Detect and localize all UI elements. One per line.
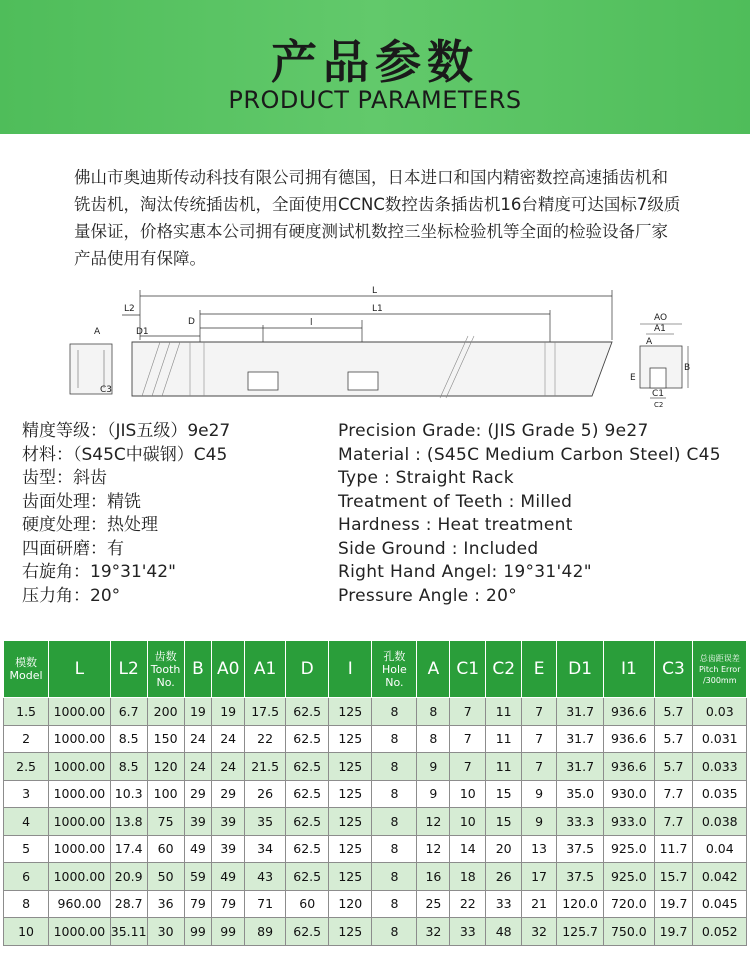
col-hole: 孔数 Hole No. xyxy=(372,641,417,698)
dim-l: l xyxy=(310,318,313,328)
table-cell: 39 xyxy=(184,808,212,836)
table-cell: 8 xyxy=(4,890,49,918)
spec-cn: 材料：（S45C中碳钢）C45 xyxy=(22,444,228,465)
table-cell: 0.038 xyxy=(693,808,747,836)
table-cell: 6 xyxy=(4,863,49,891)
table-cell: 936.6 xyxy=(604,698,654,726)
dim-D1: D1 xyxy=(136,327,149,337)
rack-drawing xyxy=(60,280,700,410)
table-cell: 49 xyxy=(184,835,212,863)
table-cell: 22 xyxy=(245,725,286,753)
table-cell: 24 xyxy=(184,753,212,781)
table-cell: 21 xyxy=(522,890,557,918)
table-cell: 1000.00 xyxy=(49,725,111,753)
table-cell: 19 xyxy=(184,698,212,726)
table-cell: 62.5 xyxy=(286,918,329,946)
table-cell: 26 xyxy=(486,863,522,891)
spec-en: Right Hand Angel: 19°31'42" xyxy=(338,562,592,582)
table-cell: 0.03 xyxy=(693,698,747,726)
table-cell: 37.5 xyxy=(557,835,604,863)
table-cell: 48 xyxy=(486,918,522,946)
table-cell: 34 xyxy=(245,835,286,863)
table-cell: 750.0 xyxy=(604,918,654,946)
col-pitch-error: 总齿距误差 Pitch Error /300mm xyxy=(693,641,747,698)
table-cell: 62.5 xyxy=(286,753,329,781)
table-cell: 720.0 xyxy=(604,890,654,918)
spec-en: Material : (S45C Medium Carbon Steel) C45 xyxy=(338,444,721,465)
table-cell: 125 xyxy=(329,780,372,808)
dim-A-right: A xyxy=(646,337,653,347)
col-D1: D1 xyxy=(557,641,604,698)
table-cell: 24 xyxy=(184,725,212,753)
table-cell: 5 xyxy=(4,835,49,863)
spec-cn: 齿面处理：精铣 xyxy=(22,491,141,512)
table-row xyxy=(4,725,747,753)
col-C2: C2 xyxy=(486,641,522,698)
table-cell: 15.7 xyxy=(654,863,693,891)
table-cell: 20.9 xyxy=(110,863,147,891)
table-cell: 13 xyxy=(522,835,557,863)
table-cell: 62.5 xyxy=(286,698,329,726)
table-row xyxy=(4,835,747,863)
table-row xyxy=(4,863,747,891)
table-cell: 13.8 xyxy=(110,808,147,836)
spec-cn: 硬度处理：热处理 xyxy=(22,515,158,535)
table-cell: 17.5 xyxy=(245,698,286,726)
table-cell: 79 xyxy=(184,890,212,918)
col-C3: C3 xyxy=(654,641,693,698)
table-cell: 25 xyxy=(417,890,450,918)
table-cell: 936.6 xyxy=(604,753,654,781)
table-cell: 5.7 xyxy=(654,698,693,726)
table-cell: 125.7 xyxy=(557,918,604,946)
table-cell: 43 xyxy=(245,863,286,891)
table-cell: 11 xyxy=(486,725,522,753)
table-cell: 120 xyxy=(329,890,372,918)
col-tooth: 齿数 Tooth No. xyxy=(147,641,184,698)
spec-cn: 右旋角：19°31'42" xyxy=(22,562,176,582)
table-cell: 0.052 xyxy=(693,918,747,946)
table-cell: 75 xyxy=(147,808,184,836)
table-cell: 16 xyxy=(417,863,450,891)
table-cell: 2.5 xyxy=(4,753,49,781)
table-cell: 33.3 xyxy=(557,808,604,836)
table-cell: 1000.00 xyxy=(49,780,111,808)
table-cell: 9 xyxy=(417,780,450,808)
table-cell: 9 xyxy=(522,780,557,808)
table-cell: 120.0 xyxy=(557,890,604,918)
table-cell: 125 xyxy=(329,835,372,863)
table-cell: 100 xyxy=(147,780,184,808)
dim-C1: C1 xyxy=(652,389,665,399)
table-row xyxy=(4,918,747,946)
col-A: A xyxy=(417,641,450,698)
spec-cn: 精度等级：（JIS五级）9e27 xyxy=(22,421,231,441)
table-cell: 32 xyxy=(522,918,557,946)
table-cell: 79 xyxy=(212,890,245,918)
dim-E: E xyxy=(630,373,636,383)
table-cell: 0.04 xyxy=(693,835,747,863)
table-cell: 125 xyxy=(329,808,372,836)
table-cell: 18 xyxy=(450,863,486,891)
table-cell: 8 xyxy=(372,753,417,781)
table-cell: 7.7 xyxy=(654,780,693,808)
col-I: I xyxy=(329,641,372,698)
table-cell: 1000.00 xyxy=(49,698,111,726)
parameter-table xyxy=(3,640,747,946)
col-E: E xyxy=(522,641,557,698)
table-cell: 62.5 xyxy=(286,725,329,753)
spec-row xyxy=(22,538,742,562)
dim-L1: L1 xyxy=(372,304,383,314)
table-cell: 2 xyxy=(4,725,49,753)
table-cell: 17.4 xyxy=(110,835,147,863)
spec-row xyxy=(22,444,742,468)
table-cell: 11.7 xyxy=(654,835,693,863)
table-cell: 24 xyxy=(212,753,245,781)
spec-row xyxy=(22,420,742,444)
header-banner xyxy=(0,0,750,134)
table-cell: 15 xyxy=(486,808,522,836)
table-cell: 31.7 xyxy=(557,698,604,726)
dim-L2: L2 xyxy=(124,304,135,314)
table-cell: 0.035 xyxy=(693,780,747,808)
table-cell: 925.0 xyxy=(604,835,654,863)
dim-D: D xyxy=(188,317,195,327)
col-A1: A1 xyxy=(245,641,286,698)
spec-en: Hardness : Heat treatment xyxy=(338,515,573,535)
spec-en: Side Ground : Included xyxy=(338,538,539,559)
table-cell: 24 xyxy=(212,725,245,753)
table-cell: 35.11 xyxy=(110,918,147,946)
table-cell: 10 xyxy=(450,808,486,836)
spec-en: Type : Straight Rack xyxy=(338,468,514,488)
table-cell: 150 xyxy=(147,725,184,753)
col-A0: A0 xyxy=(212,641,245,698)
spec-row xyxy=(22,467,742,491)
table-body xyxy=(4,698,747,946)
table-cell: 71 xyxy=(245,890,286,918)
table-cell: 200 xyxy=(147,698,184,726)
table-cell: 10 xyxy=(4,918,49,946)
table-row xyxy=(4,753,747,781)
table-cell: 29 xyxy=(212,780,245,808)
table-cell: 99 xyxy=(212,918,245,946)
table-cell: 5.7 xyxy=(654,725,693,753)
table-cell: 933.0 xyxy=(604,808,654,836)
table-cell: 930.0 xyxy=(604,780,654,808)
table-cell: 0.045 xyxy=(693,890,747,918)
table-cell: 7.7 xyxy=(654,808,693,836)
table-cell: 60 xyxy=(147,835,184,863)
table-header-row xyxy=(4,641,747,698)
table-cell: 11 xyxy=(486,753,522,781)
table-cell: 0.033 xyxy=(693,753,747,781)
table-cell: 99 xyxy=(184,918,212,946)
col-model: 模数 Model xyxy=(4,641,49,698)
table-cell: 10.3 xyxy=(110,780,147,808)
dim-A-left: A xyxy=(94,327,101,337)
table-cell: 1000.00 xyxy=(49,863,111,891)
table-cell: 28.7 xyxy=(110,890,147,918)
table-cell: 36 xyxy=(147,890,184,918)
table-cell: 7 xyxy=(450,753,486,781)
spec-en: Precision Grade: (JIS Grade 5) 9e27 xyxy=(338,421,649,441)
dim-C3: C3 xyxy=(100,385,113,395)
table-row xyxy=(4,890,747,918)
table-cell: 960.00 xyxy=(49,890,111,918)
table-cell: 8 xyxy=(372,808,417,836)
table-cell: 8 xyxy=(372,918,417,946)
table-cell: 7 xyxy=(522,725,557,753)
table-cell: 925.0 xyxy=(604,863,654,891)
table-cell: 26 xyxy=(245,780,286,808)
table-cell: 11 xyxy=(486,698,522,726)
table-cell: 7 xyxy=(450,725,486,753)
spec-row xyxy=(22,585,742,609)
table-cell: 125 xyxy=(329,698,372,726)
table-cell: 49 xyxy=(212,863,245,891)
spec-cn: 齿型：斜齿 xyxy=(22,468,107,488)
table-cell: 8.5 xyxy=(110,725,147,753)
table-cell: 9 xyxy=(417,753,450,781)
table-cell: 8 xyxy=(372,863,417,891)
table-cell: 1000.00 xyxy=(49,808,111,836)
table-cell: 125 xyxy=(329,863,372,891)
col-D: D xyxy=(286,641,329,698)
table-cell: 31.7 xyxy=(557,725,604,753)
table-cell: 125 xyxy=(329,725,372,753)
dim-AO: AO xyxy=(654,313,668,323)
table-cell: 8 xyxy=(372,835,417,863)
table-cell: 50 xyxy=(147,863,184,891)
table-cell: 39 xyxy=(212,808,245,836)
table-cell: 9 xyxy=(522,808,557,836)
table-row xyxy=(4,780,747,808)
table-cell: 31.7 xyxy=(557,753,604,781)
table-cell: 19.7 xyxy=(654,890,693,918)
col-B: B xyxy=(184,641,212,698)
spec-row xyxy=(22,514,742,538)
parameter-table-wrapper xyxy=(3,640,747,946)
table-cell: 89 xyxy=(245,918,286,946)
table-cell: 10 xyxy=(450,780,486,808)
intro-paragraph: 佛山市奥迪斯传动科技有限公司拥有德国，日本进口和国内精密数控高速插齿机和铣齿机，淘汰传统插齿机，全面使用CCNC数控齿条插齿机16台精度可达国标7级质量保证，价格实惠本公司拥有硬度测试机数控三坐标检验机等全面的检验设备厂家产品使用有保障。 xyxy=(74,168,681,268)
col-L: L xyxy=(49,641,111,698)
table-cell: 3 xyxy=(4,780,49,808)
page-title: 产品参数 xyxy=(271,35,479,89)
table-cell: 17 xyxy=(522,863,557,891)
table-cell: 35 xyxy=(245,808,286,836)
table-row xyxy=(4,698,747,726)
table-cell: 12 xyxy=(417,808,450,836)
table-cell: 62.5 xyxy=(286,780,329,808)
table-cell: 29 xyxy=(184,780,212,808)
table-cell: 35.0 xyxy=(557,780,604,808)
table-cell: 5.7 xyxy=(654,753,693,781)
table-cell: 14 xyxy=(450,835,486,863)
table-row xyxy=(4,808,747,836)
col-L2: L2 xyxy=(110,641,147,698)
spec-row xyxy=(22,561,742,585)
table-cell: 125 xyxy=(329,918,372,946)
table-cell: 8 xyxy=(417,698,450,726)
table-cell: 6.7 xyxy=(110,698,147,726)
spec-cn: 压力角：20° xyxy=(22,585,121,606)
spec-en: Pressure Angle : 20° xyxy=(338,585,518,606)
table-cell: 936.6 xyxy=(604,725,654,753)
table-cell: 60 xyxy=(286,890,329,918)
dim-L: L xyxy=(372,286,378,296)
table-cell: 30 xyxy=(147,918,184,946)
table-cell: 32 xyxy=(417,918,450,946)
table-cell: 1000.00 xyxy=(49,753,111,781)
table-cell: 7 xyxy=(522,698,557,726)
table-cell: 22 xyxy=(450,890,486,918)
table-cell: 39 xyxy=(212,835,245,863)
table-cell: 62.5 xyxy=(286,863,329,891)
spec-list xyxy=(22,420,742,608)
table-cell: 1000.00 xyxy=(49,918,111,946)
table-cell: 1.5 xyxy=(4,698,49,726)
table-cell: 7 xyxy=(522,753,557,781)
table-cell: 8 xyxy=(417,725,450,753)
table-cell: 120 xyxy=(147,753,184,781)
table-cell: 8 xyxy=(372,698,417,726)
table-cell: 0.042 xyxy=(693,863,747,891)
table-cell: 19 xyxy=(212,698,245,726)
table-cell: 33 xyxy=(486,890,522,918)
spec-en: Treatment of Teeth : Milled xyxy=(338,491,573,512)
table-cell: 62.5 xyxy=(286,808,329,836)
page-subtitle: PRODUCT PARAMETERS xyxy=(228,86,522,114)
table-cell: 0.031 xyxy=(693,725,747,753)
table-cell: 19.7 xyxy=(654,918,693,946)
table-cell: 8 xyxy=(372,725,417,753)
table-cell: 20 xyxy=(486,835,522,863)
table-cell: 8 xyxy=(372,890,417,918)
dim-B: B xyxy=(684,363,691,373)
table-cell: 4 xyxy=(4,808,49,836)
table-cell: 8 xyxy=(372,780,417,808)
col-C1: C1 xyxy=(450,641,486,698)
table-cell: 7 xyxy=(450,698,486,726)
table-cell: 33 xyxy=(450,918,486,946)
table-cell: 62.5 xyxy=(286,835,329,863)
table-cell: 21.5 xyxy=(245,753,286,781)
spec-cn: 四面研磨：有 xyxy=(22,538,124,559)
spec-row xyxy=(22,491,742,515)
col-I1: I1 xyxy=(604,641,654,698)
table-cell: 1000.00 xyxy=(49,835,111,863)
table-cell: 37.5 xyxy=(557,863,604,891)
table-cell: 15 xyxy=(486,780,522,808)
table-cell: 8.5 xyxy=(110,753,147,781)
dim-A1: A1 xyxy=(654,324,666,334)
dim-C2: C2 xyxy=(654,401,664,409)
table-cell: 59 xyxy=(184,863,212,891)
table-cell: 12 xyxy=(417,835,450,863)
table-cell: 125 xyxy=(329,753,372,781)
